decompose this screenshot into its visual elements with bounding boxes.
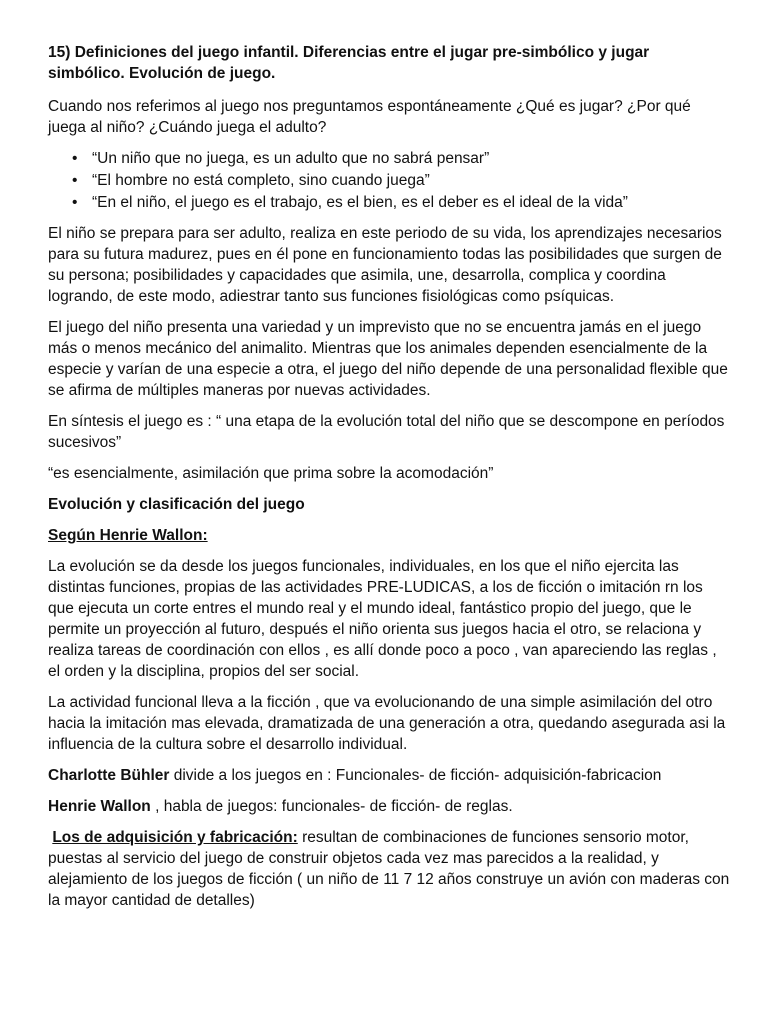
paragraph-preparation: El niño se prepara para ser adulto, realiza en este periodo de su vida, los aprendizajes necesarios para su futura madurez, pues en él pone en funcionamiento todas las posibilidades que surgen de su persona; posibilidades y capacidades que asimila, une, desarrolla, complica y coordina logrando, de este modo, adiestrar tanto sus funciones fisiológicas como psíquicas. <box>48 225 722 305</box>
bullet-icon: • <box>72 172 78 189</box>
document-title: 15) Definiciones del juego infantil. Diferencias entre el jugar pre-simbólico y jugar simbólico. Evolución de juego. <box>48 44 650 82</box>
list-item <box>48 148 730 169</box>
paragraph-synthesis: En síntesis el juego es : “ una etapa de la evolución total del niño que se descompone en períodos sucesivos” <box>48 413 725 451</box>
author-name: Charlotte Bühler <box>48 767 170 784</box>
bullet-icon: • <box>72 194 78 211</box>
adquisicion-text: resultan de combinaciones de funciones sensorio motor, puestas al servicio del juego de construir objetos cada vez mas parecidos a la realidad, y alejamiento de los juegos de ficción ( un niño de 11 7 12 años construye un avión con maderas con la mayor cantidad de detalles) <box>48 829 730 909</box>
author-text: divide a los juegos en : Funcionales- de ficción- adquisición-fabricacion <box>169 767 662 784</box>
author-name: Henrie Wallon <box>48 798 151 815</box>
document-page <box>48 42 730 921</box>
author-text: , habla de juegos: funcionales- de ficción- de reglas. <box>150 798 513 815</box>
paragraph-functional: La actividad funcional lleva a la ficción , que va evolucionando de una simple asimilación del otro hacia la imitación mas elevada, dramatizada de una generación a otra, quedando asegurada asi la influencia de la cultura sobre el desarrollo individual. <box>48 694 726 753</box>
wallon-heading: Según Henrie Wallon: <box>48 527 208 544</box>
quotes-list <box>48 148 730 213</box>
quote-text: “Un niño que no juega, es un adulto que no sabrá pensar” <box>92 150 490 167</box>
adquisicion-label: Los de adquisición y fabricación: <box>52 829 298 846</box>
list-item <box>48 192 730 213</box>
paragraph-wallon-evolution: La evolución se da desde los juegos funcionales, individuales, en los que el niño ejercita las distintas funciones, propias de las actividades PRE-LUDICAS, a los de ficción o imitación rn los que ejecuta un corte entres el mundo real y el mundo ideal, fantástico propio del juego, que le permite un proyección al futuro, después el niño orienta sus juegos hacia el otro, se relaciona y realiza tareas de coordinación con ellos , es allí donde poco a poco , van apareciendo las reglas , el orden y la disciplina, propios del ser social. <box>48 558 717 680</box>
intro-paragraph: Cuando nos referimos al juego nos preguntamos espontáneamente ¿Qué es jugar? ¿Por qué juega al niño? ¿Cuándo juega el adulto? <box>48 98 691 136</box>
quote-text: “En el niño, el juego es el trabajo, es el bien, es el deber es el ideal de la vida” <box>92 194 628 211</box>
paragraph-buhler <box>48 765 730 786</box>
bullet-icon: • <box>72 150 78 167</box>
quote-text: “El hombre no está completo, sino cuando juega” <box>92 172 430 189</box>
paragraph-variety: El juego del niño presenta una variedad y un imprevisto que no se encuentra jamás en el juego más o menos mecánico del animalito. Mientras que los animales dependen esencialmente de la especie y varían de una especie a otra, el juego del niño depende de una personalidad flexible que se afirma de múltiples maneras por nuevas actividades. <box>48 319 728 399</box>
section-heading: Evolución y clasificación del juego <box>48 496 305 513</box>
paragraph-assimilation: “es esencialmente, asimilación que prima sobre la acomodación” <box>48 465 494 482</box>
list-item <box>48 170 730 191</box>
paragraph-adquisicion <box>48 827 730 911</box>
paragraph-wallon-types <box>48 796 730 817</box>
